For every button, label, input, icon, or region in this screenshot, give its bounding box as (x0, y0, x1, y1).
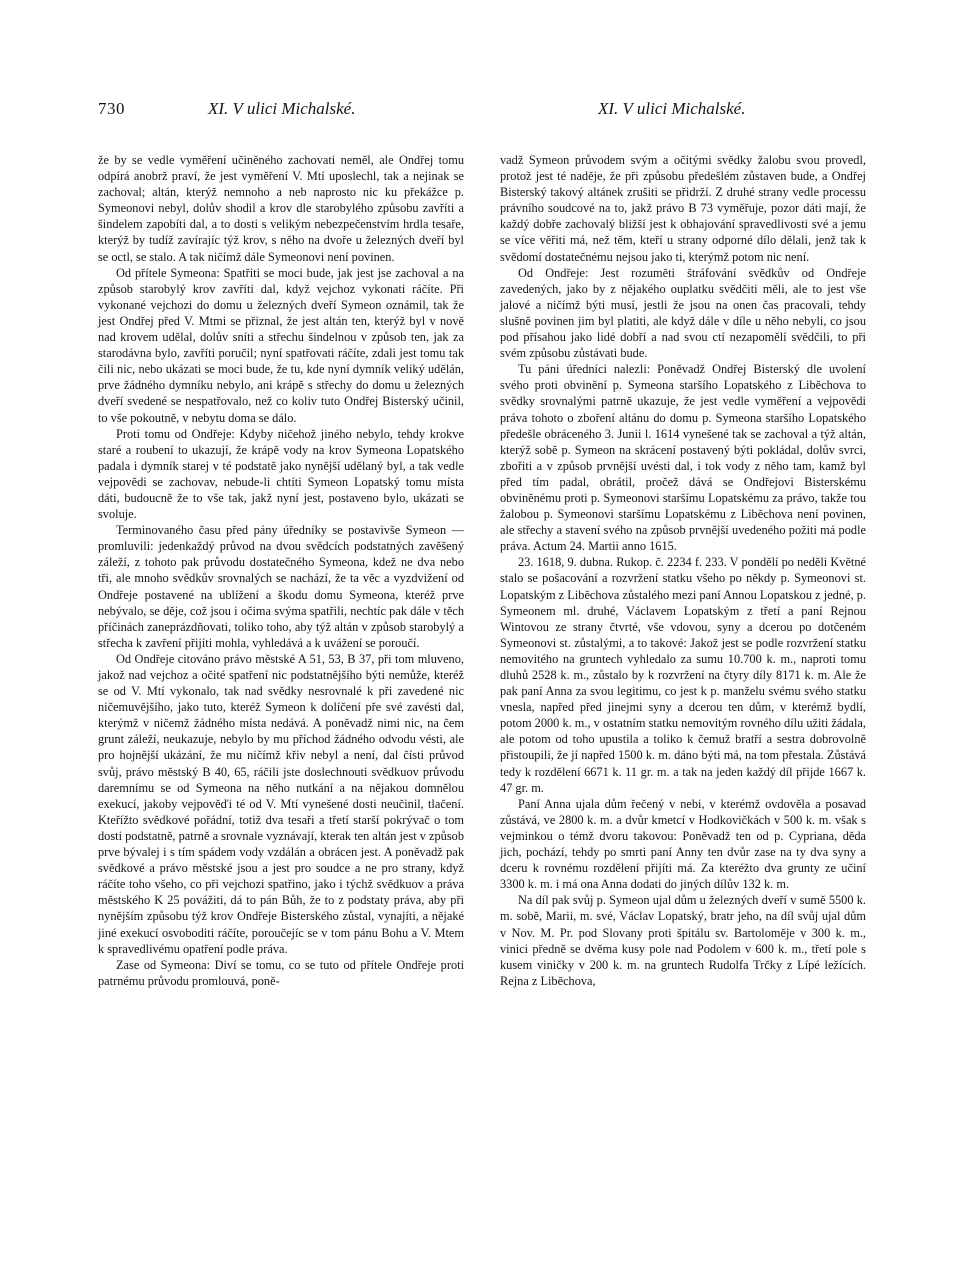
paragraph: Proti tomu od Ondřeje: Kdyby ničehož jiného nebylo, tehdy krokve staré a roubení to ukazují, že krápě vody na krov Symeona Lopatského padala i dymník starej v té podstatě jako nynější udělaný byl, a tak vedle vejpovědi se zachovav, nebude-li chtíti Symeon Lopatský tomu místa dáti, budoucně že to vše tak, jakž nyní jest, postaveno bylo, ukázati se svoluje. (98, 426, 464, 522)
paragraph: Tu páni úředníci nalezli: Poněvadž Ondřej Bisterský dle uvolení svého proti obvinění p. Symeona staršího Lopatského z Liběchova to svědky srovnalými patrně ukazuje, že jest vedle vyměření a vejpovědi práva tohoto o zboření altánu do domu p. Symeona staršího Lopatského předešle obráceného 3. Junii l. 1614 vynešené tak se zachoval a týž altán, kterýž sobě p. Symeon na skrácení postavený býti pokládal, dolův svrci, zbořiti a v způsob prvnější uvésti dal, i tok vody z něho tam, kamž byl před tím padal, obrátil, pročež dává se Ondřejovi Bisterskému obviněnému proti p. Symeonovi staršímu Lopatskému za právo, takže tou žalobou p. Symeonovi staršímu Lopatskému z Liběchova není povinen, ale střechy a stavení svého na způsob prvnější uvedeného požiti má podle práva. Actum 24. Martii anno 1615. (500, 362, 866, 554)
page-number: 730 (98, 99, 125, 118)
paragraph: Terminovaného času před pány úředníky se postavivše Symeon — promluvili: jedenkaždý průvod na dvou svědcích podstatných zavěšený záleží, z tohoto pak průvodu dostatečného Symeona, kdež ne dva nebo tři, ale mnoho svědkův srovnalých se nachází, že ta věc a vyzdvižení od Ondřeje postavené na ublížení a škodu domu Symeona, kteréž prve nebývalo, se děje, což jsou i očima svýma spatřili, nechtíc pak dále v těch příčinách zaneprázdňovati, toliko toho, aby týž altán v způsob starobylý a střecha k zavření přijíti mohla, vyhledává a k uvážení se poroučí. (98, 523, 464, 650)
paragraph: Od Ondřeje: Jest rozuměti štráfování svědkův od Ondřeje zavedených, jako by z nějakého ouplatku svědčiti měli, ale to jest vše jalové a ničímž býti musí, jestli že jsou na onen čas pracovali, tehdy slušně povinen jim byl platiti, ale když dále v díle u něho nebyli, co jsou pod přísahou jako lidé dobří a nad svou ctí nezapomělí svědčili, to při svém způsobu zůstávati bude. (500, 265, 866, 361)
running-head-right: XI. V ulici Michalské. (598, 99, 746, 118)
paragraph: Od přítele Symeona: Spatřiti se moci bude, jak jest jse zachoval a na způsob starobylý krov zavříti dal, když vejchoz vykonati ráčíte. Při vykonané vejchozi do domu u železných dveří Symeon oznámil, tak že jest Ondřej před V. Mtmi se přiznal, že jest altán ten, kterýž byl v nově nad krovem udělal, dolův sníti a střechu šindelnou v způsob ten, jak za starodávna bylo, zavříti poručil; nyní spatřovati ráčíte, zdali jest tomu tak čili nic, nebo ukázati se moci bude, že tu, kde nyní dymník veliký udělán, prve žádného dymníku nebylo, ani krápě s střechy do domu u železných dveří svedené se nespatřovalo, než co koliv tuto Ondřej Bisterský učinil, to vše pokoutně, v nebytu doma se dálo. (98, 265, 464, 425)
paragraph: Od Ondřeje citováno právo městské A 51, 53, B 37, při tom mluveno, jakož nad vejchoz a očité spatření nic podstatnějšího býti nemůže, kteréž se od V. Mtí vykonalo, tak nad svědky nesrovnalé k při zavedené nic ničemuvějšího, jako tuto, kteréž Symeon k dolíčení pře své zavésti dal, kterýmž v ničemž žádného místa nedává. A poněvadž nimi nic, na čem grunt záleží, neukazuje, nebylo by mu příchod žádného odvodu vésti, ale pro hojnější ukázání, že mu ničímž křiv nebyl a není, dal čísti průvod svůj, právo městský B 40, 65, ráčili jste doslechnouti svědkuov průvodu daremnímu se od Symeona na něho nutkání a na nějakou domnělou exekucí, jakoby vejpověďi té od V. Mtí vynešené dosti neučinil, tlačení. Kteřížto svědkové pořádní, totiž dva tesaři a třetí starší pokrývač o tom dosti podstatně, patrně a srovnale vyznávají, kterak ten altán jest v způsob prve bývalej i s tím spádem vody vzdálán a obrácen jest. A poněvadž pak svědkové a právo městské jsou a jest pro soudce a ne pro strany, když ráčíte toho všeho, co při vejchozi spatřino, jako i týchž svědkuov a práva městského K 25 povážiti, dá to pán Bůh, že to z podstaty práva, aby při nynějším způsobu týž krov Ondřeje Bisterského zůstal, vynajíti, a nějaké jiné exekucí osvoboditi ráčíte, poroučejíc se v tom pánu Bohu a V. Mtem k spravedlivému opatření podle práva. (98, 651, 464, 956)
paragraph: vadž Symeon průvodem svým a očitými svědky žalobu svou provedl, protož jest té naděje, že při způsobu předešlém zůstaven bude, a Ondřej Bisterský takový altánek zrušiti se přidrží. Z druhé strany vedle processu právního soudcové na to, jakž právo B 73 vyměřuje, pozor dáti mají, že každý dobře zachovalý bližší jest k obhajování spravedlivosti své a jemu se více věřiti má, než těm, kteří u strany odporné dílo dělali, jenž tak k svědomí dostatečnému nejsou jako ti, kterýmž potom nic není. (500, 153, 866, 264)
record-entry: 23. 1618, 9. dubna. Rukop. č. 2234 f. 233. V pondělí po neděli Květné stalo se pošacování a rozvržení statku všeho po někdy p. Symeonovi st. Lopatským z Liběchova zůstalého mezi paní Annou Lopatskou z jedné, p. Symeonem ml. druhé, Václavem Lopatským z třetí a paní Rejnou Wintovou ze strany čtvrté, vše vdovou, syny a dcerou po dotčeném Symeonovi st. zůstalými, a to takové: Jakož jest se podle rozvržení statku nemovitého na gruntech vyhledalo za sumu 10.700 k. m., naproti tomu dluhů 2528 k. m., zůstalo by k rozvržení na čtyry díly 8171 k. m. Ale že pak paní Anna za svou legitimu, co jest k p. manželu svému svého statku vnesla, napřed před jinejmi syny a dcerou ten dům, v kterémž bydlí, potom 2000 k. m., v ostatním statku nemovitým rovného dílu užiti žádala, ale potom od toho upustila a toliko k čemuž bratří a sestra dobrovolně přistoupili, že jí napřed 1500 k. m. dáno býti má, na tom přestala. Zůstává tedy k rozdělení 6671 k. 11 gr. m. a tak na jeden každý díl přijde 1667 k. 47 gr. m. (500, 555, 866, 795)
paragraph: Zase od Symeona: Diví se tomu, co se tuto od přítele Ondřeje proti patrnému průvodu promlouvá, poně- (98, 957, 464, 988)
paragraph: že by se vedle vyměření učiněného zachovati neměl, ale Ondřej tomu odpírá anobrž praví, že jest vyměření V. Mtí uposlechl, tak a nejinak se zachoval; altán, kterýž nemnoho a neb naprosto nic ku překážce p. Symeonovi nebyl, dolův shodil a krov dle starobylého způsobu zavříti a šindelem zapobíti dal, a to dosti s velikým nebezpečenstvím hrdla tesaře, kterýž by tudíž zavírajíc týž krov, s něho na dvoře u železných dveří byl se octl, se stalo. A tak ničímž dále Symeonovi není povinen. (98, 153, 464, 264)
right-column (500, 152, 866, 989)
paragraph: Paní Anna ujala dům řečený v nebi, v kterémž ovdověla a posavad zůstává, ve 2800 k. m. a dvůr kmetcí v Hodkovičkách v 500 k. m. však s vejminkou o témž dvoru takovou: Poněvadž ten od p. Cypriana, děda jich, pochází, tehdy po smrti paní Anny ten dvůr zase na ty dva syny a dceru k rovnému rozdělení přijíti má. Za kteréžto dva grunty ze učiní 3300 k. m. i má ona Anna dodati do jiných dílův 132 k. m. (500, 796, 866, 892)
left-column (98, 152, 464, 989)
paragraph: Na díl pak svůj p. Symeon ujal dům u železných dveří v sumě 5500 k. m. sobě, Marii, m. své, Václav Lopatský, bratr jeho, na díl svůj ujal dům v Nov. M. Pr. pod Slovany proti špitálu sv. Bartoloměje v 300 k. m., vinici předně se dvěma kusy pole nad Podolem v 600 k. m., třetí pole s kusem viničky v 200 k. m. na gruntech Rudolfa Trčky z Lípé ležících. Rejna z Liběchova, (500, 893, 866, 988)
running-head-left: XI. V ulici Michalské. (208, 99, 356, 118)
